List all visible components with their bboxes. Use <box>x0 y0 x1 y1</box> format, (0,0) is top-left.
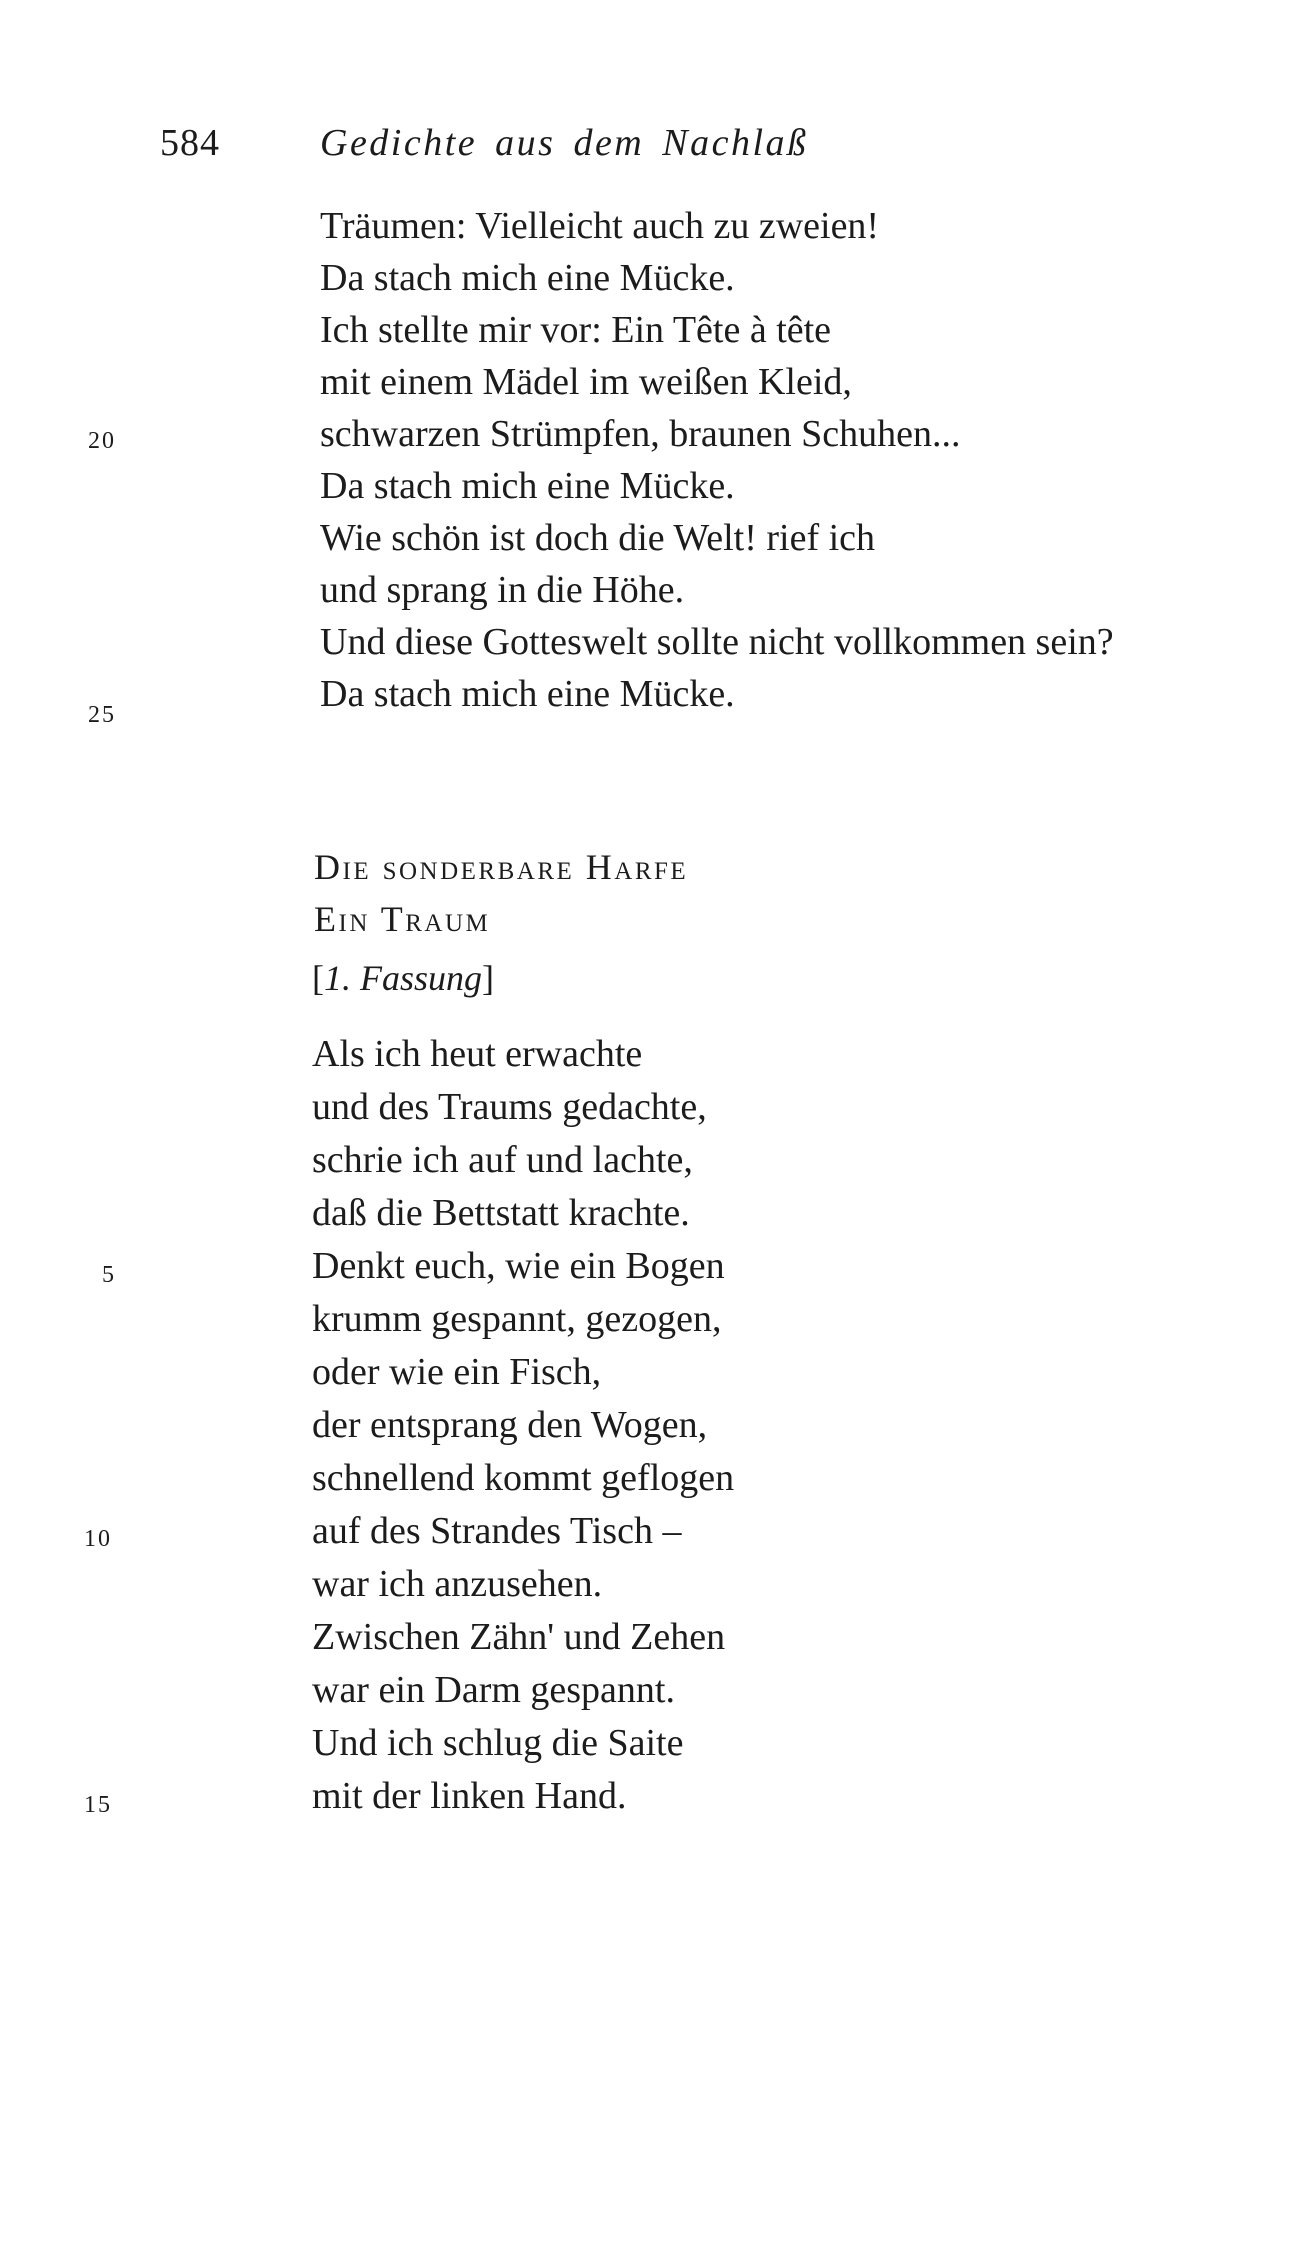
verse-line: oder wie ein Fisch, <box>312 1351 602 1393</box>
verse-line: mit der linken Hand. <box>312 1775 627 1817</box>
verse-line: Und diese Gotteswelt sollte nicht vollkommen sein? <box>320 621 1114 663</box>
verse-line: Da stach mich eine Mücke. <box>320 673 735 715</box>
line-number: 15 <box>84 1792 112 1818</box>
verse-line: Wie schön ist doch die Welt! rief ich <box>320 517 876 559</box>
line-number: 10 <box>84 1526 112 1552</box>
verse-line: schwarzen Strümpfen, braunen Schuhen... <box>320 413 961 455</box>
verse-line: schrie ich auf und lachte, <box>312 1139 693 1181</box>
verse-line: auf des Strandes Tisch – <box>312 1510 682 1552</box>
verse-line: Da stach mich eine Mücke. <box>320 257 735 299</box>
verse-line: daß die Bettstatt krachte. <box>312 1192 690 1234</box>
verse-line: Träumen: Vielleicht auch zu zweien! <box>320 205 880 247</box>
verse-line: war ein Darm gespannt. <box>312 1669 675 1711</box>
verse-line: Als ich heut erwachte <box>312 1033 643 1075</box>
verse-line: Zwischen Zähn' und Zehen <box>312 1616 726 1658</box>
poem-subtitle: Ein Traum <box>314 899 491 939</box>
poem-title: Die sonderbare Harfe <box>314 847 689 887</box>
verse-line: Da stach mich eine Mücke. <box>320 465 735 507</box>
line-number: 5 <box>102 1262 116 1288</box>
verse-line: und des Traums gedachte, <box>312 1086 707 1128</box>
verse-line: schnellend kommt geflogen <box>312 1457 735 1499</box>
verse-line: krumm gespannt, gezogen, <box>312 1298 722 1340</box>
version-note <box>312 952 494 1004</box>
verse-line: mit einem Mädel im weißen Kleid, <box>320 361 852 403</box>
verse-line: Denkt euch, wie ein Bogen <box>312 1245 725 1287</box>
line-number: 20 <box>88 428 116 454</box>
verse-line: Und ich schlug die Saite <box>312 1722 684 1764</box>
verse-line: war ich anzusehen. <box>312 1563 603 1605</box>
verse-line: und sprang in die Höhe. <box>320 569 685 611</box>
bracket-close: ] <box>482 958 495 998</box>
version-note-text: 1. Fassung <box>324 958 483 998</box>
page-number: 584 <box>160 122 220 164</box>
bracket-open: [ <box>312 958 324 998</box>
line-number: 25 <box>88 702 116 728</box>
verse-line: Ich stellte mir vor: Ein Tête à tête <box>320 309 832 351</box>
running-title: Gedichte aus dem Nachlaß <box>320 122 809 164</box>
verse-line: der entsprang den Wogen, <box>312 1404 708 1446</box>
